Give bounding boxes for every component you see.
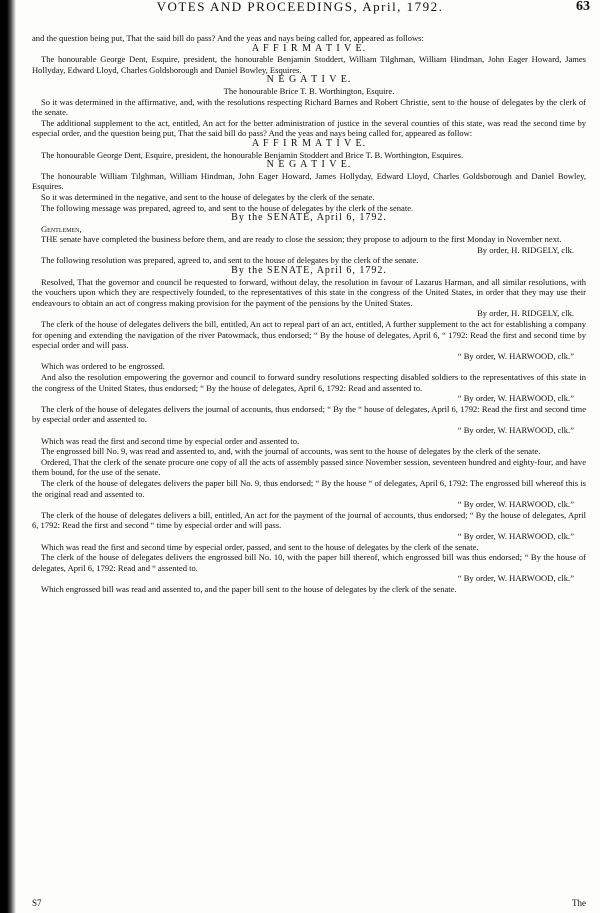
paragraph: So it was determined in the negative, and sent to the house of delegates by the clerk of the senate. xyxy=(41,191,375,202)
vote-heading: A F F I R M A T I V E. xyxy=(251,42,367,54)
paragraph: The clerk of the house of delegates delivers the engrossed bill No. 10, with the paper bill thereof, which engrossed bill was thus endorsed; “ By the house of delegates, April 6, 1792: Read and “ assented to. xyxy=(32,552,586,573)
paragraph: The following message was prepared, agreed to, and sent to the house of delegates by the clerk of the senate. xyxy=(41,202,414,213)
paragraph: Which was read the first and second time by especial order, passed, and sent to the house of delegates by the clerk of the senate. xyxy=(41,541,479,552)
signature-line: “ By order, W. HARWOOD, clk.” xyxy=(457,424,574,435)
signature-line: “ By order, W. HARWOOD, clk.” xyxy=(457,350,574,361)
vote-heading: A F F I R M A T I V E. xyxy=(251,137,367,149)
section-heading: By the SENATE, April 6, 1792. xyxy=(231,212,387,224)
vote-heading: N E G A T I V E. xyxy=(266,74,352,86)
signature-line: “ By order, W. HARWOOD, clk.” xyxy=(457,499,574,510)
paragraph: The clerk of the house of delegates delivers a bill, entitled, An act for the payment of the journal of accounts, thus endorsed; “ By the house of delegates, April 6, 1792: Read the first and second “ time by especial order and will pass. xyxy=(32,509,586,531)
signature-line: “ By order, W. HARWOOD, clk.” xyxy=(457,530,574,541)
vote-heading: N E G A T I V E. xyxy=(266,159,352,171)
signature-mark: S7 xyxy=(32,898,42,908)
catchword: The xyxy=(572,898,586,908)
paragraph: Which engrossed bill was read and assented to, and the paper bill sent to the house of delegates by the clerk of the senate. xyxy=(41,583,457,594)
salutation: Gentlemen, xyxy=(41,223,82,234)
paragraph: The honourable Brice T. B. Worthington, Esquire. xyxy=(223,85,395,96)
body-text xyxy=(32,33,586,594)
paragraph: The honourable William Tilghman, William Hindman, John Eager Howard, James Hollyday, Edward Lloyd, Charles Goldsborough and Daniel Bowley, Esquires. xyxy=(32,170,586,192)
signature-line: By order, H. RIDGELY, clk. xyxy=(477,308,574,319)
signature-line: By order, H. RIDGELY, clk. xyxy=(477,244,574,255)
paragraph: The following resolution was prepared, agreed to, and sent to the house of delegates by the clerk of the senate. xyxy=(41,255,419,266)
paragraph: So it was determined in the affirmative, and, with the resolutions respecting Richard Barnes and Robert Christie, sent to the house of delegates by the clerk of the senate. xyxy=(32,96,586,118)
signature-line: “ By order, W. HARWOOD, clk.” xyxy=(457,573,574,584)
paragraph: Which was ordered to be engrossed. xyxy=(41,361,165,372)
signature-line: “ By order, W. HARWOOD, clk.” xyxy=(457,393,574,404)
paragraph: The honourable George Dent, Esquire, president, the honourable Benjamin Stoddert and Brice T. B. Worthington, Esquires. xyxy=(41,149,464,160)
paragraph: The honourable George Dent, Esquire, president, the honourable Benjamin Stoddert, William Tilghman, William Hindman, John Eager Howard, James Hollyday, Edward Lloyd, Charles Goldsborough and Daniel Bowley, Esquires. xyxy=(32,54,586,75)
paragraph: Resolved, That the governor and council be requested to forward, without delay, the resolution in favour of Lazarus Harman, and all similar resolutions, with the vouchers upon which they are respectively founded, to the representatives of this state in the congress of the United States, in order that they may use their endeavours to obtain an act of congress making provision for the payment of the pensions by the United States. xyxy=(32,276,586,308)
paragraph: And also the resolution empowering the governor and council to forward sundry resolutions respecting disabled soldiers to the representatives of this state in the congress of the United States, thus endorsed; “ By the house of delegates, April 6, 1792: Read and assented to. xyxy=(32,372,586,393)
running-header: VOTES AND PROCEEDINGS, April, 1792. xyxy=(156,0,444,14)
paragraph: The engrossed bill No. 9, was read and assented to, and, with the journal of accounts, was sent to the house of delegates by the clerk of the senate. xyxy=(41,446,541,457)
page-footer xyxy=(32,898,586,909)
paragraph: The additional supplement to the act, entitled, An act for the better administration of justice in the several counties of this state, was read the second time by especial order, and the question being put, That the said bill do pass? And the yeas and nays being called for, appeared as follow: xyxy=(32,117,586,139)
paragraph: The clerk of the house of delegates delivers the journal of accounts, thus endorsed; “ By the “ house of delegates, April 6, 1792: Read the first and second time by especial order and assented to. xyxy=(32,403,586,425)
page-number: 63 xyxy=(576,0,590,14)
section-heading: By the SENATE, April 6, 1792. xyxy=(231,265,387,277)
paragraph: The clerk of the house of delegates delivers the bill, entitled, An act to repeal part of an act, entitled, A further supplement to the act for establishing a company for opening and extending the navigation of the river Patowmack, thus endorsed; “ By the house of delegates, April 6, “ 1792: Read the first and second time by especial order and will pass. xyxy=(32,319,586,351)
paragraph: THE senate have completed the business before them, and are ready to close the session; they propose to adjourn to the first Monday in November next. xyxy=(41,234,562,245)
paragraph: and the question being put, That the said bill do pass? And the yeas and nays being called for, appeared as follows: xyxy=(32,33,424,43)
paragraph: Which was read the first and second time by especial order and assented to. xyxy=(41,435,300,446)
paragraph: The clerk of the house of delegates delivers the paper bill No. 9, thus endorsed; “ By the house “ of delegates, April 6, 1792: The engrossed bill whereof this is the original read and assented to. xyxy=(32,477,586,499)
paragraph: Ordered, That the clerk of the senate procure one copy of all the acts of assembly passed since November session, seventeen hundred and eighty-four, and have them bound, for the use of the senate. xyxy=(32,456,586,478)
